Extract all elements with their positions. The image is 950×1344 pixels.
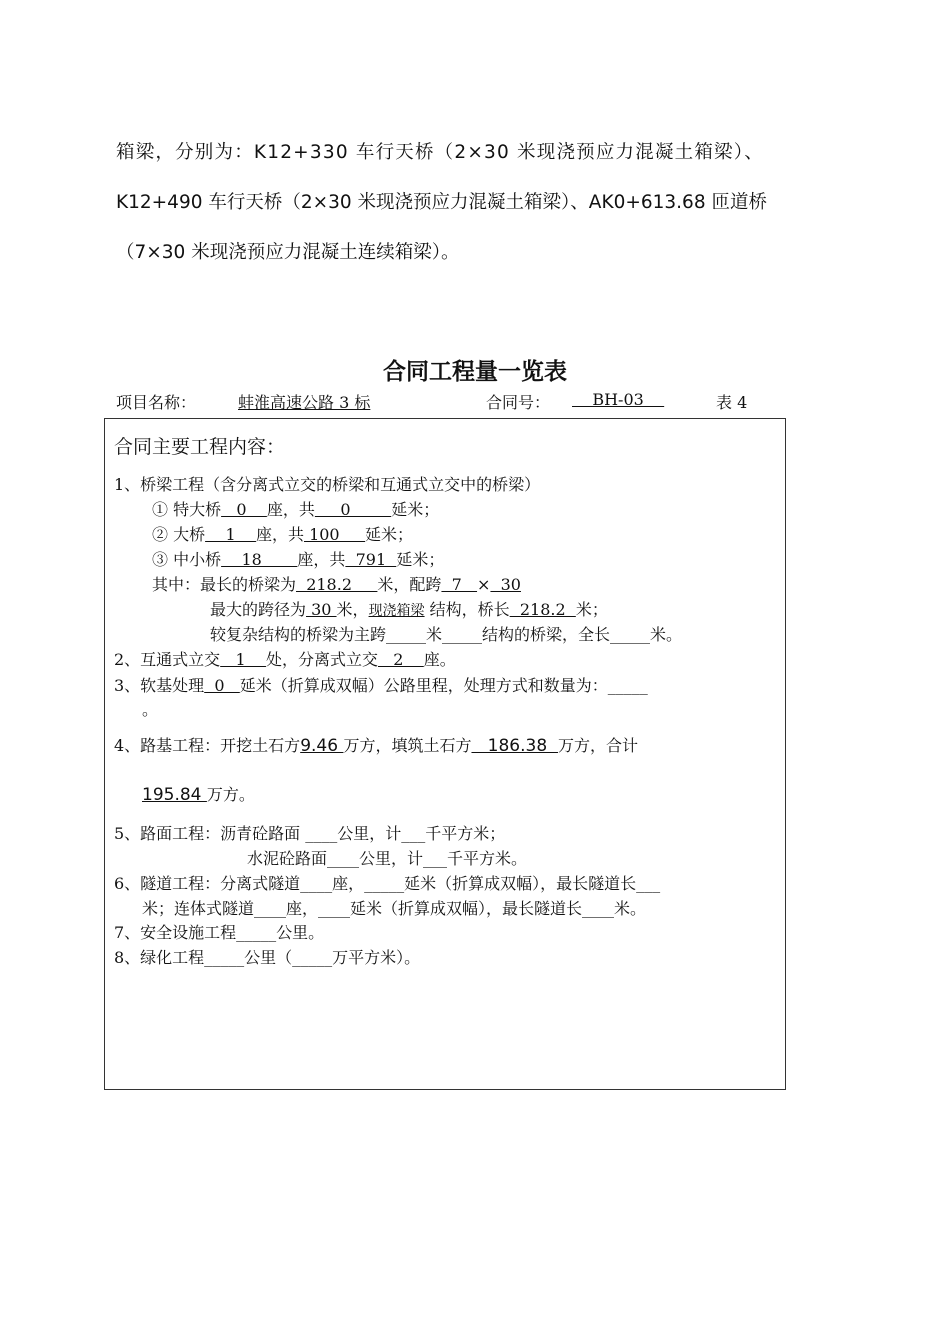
contract-label: 合同号： xyxy=(486,393,551,412)
project-label: 项目名称： xyxy=(116,393,197,412)
box-heading: 合同主要工程内容： xyxy=(114,436,286,458)
item-bridges: 1、桥梁工程（含分离式立交的桥梁和互通式立交中的桥梁） xyxy=(114,475,541,494)
item-longest-bridge: 其中：最长的桥梁为 218.2 米，配跨 7 × 30 xyxy=(152,575,521,594)
item-subgrade: 4、路基工程：开挖土石方9.46 万方，填筑土石方 186.38 万方，合计 xyxy=(114,736,638,756)
item-subgrade-total: 195.84 万方。 xyxy=(142,785,255,805)
item-pavement-asphalt: 5、路面工程：沥青砼路面 ____公里，计___千平方米； xyxy=(114,824,506,843)
project-name: 蚌淮高速公路 3 标 xyxy=(238,393,371,412)
intro-line-2: K12+490 车行天桥（2×30 米现浇预应力混凝土箱梁）、AK0+613.68 匝道桥 xyxy=(116,192,767,213)
item-tunnel-continued: 米；连体式隧道____座，____延米（折算成双幅），最长隧道长____米。 xyxy=(142,899,647,918)
item-pavement-cement: 水泥砼路面____公里，计___千平方米。 xyxy=(247,849,528,868)
item-super-bridge: ① 特大桥 0 座，共 0 延米； xyxy=(152,500,440,519)
contract-number: BH-03 xyxy=(572,390,665,409)
intro-line-3: （7×30 米现浇预应力混凝土连续箱梁）。 xyxy=(116,242,460,263)
table-number: 表 4 xyxy=(716,393,748,412)
item-interchange: 2、互通式立交 1 处，分离式立交 2 座。 xyxy=(114,650,456,669)
document-title: 合同工程量一览表 xyxy=(383,359,567,385)
item-max-span: 最大的跨径为 30 米，现浇箱梁 结构，桥长 218.2 米； xyxy=(210,600,608,619)
item-greening: 8、绿化工程_____公里（_____万平方米）。 xyxy=(114,948,421,967)
intro-line-1: 箱梁，分别为：K12+330 车行天桥（2×30 米现浇预应力混凝土箱梁）、 xyxy=(116,142,764,163)
item-complex-bridge: 较复杂结构的桥梁为主跨_____米_____结构的桥梁，全长_____米。 xyxy=(210,625,683,644)
item-soft-foundation-end: 。 xyxy=(142,700,159,719)
item-safety: 7、安全设施工程_____公里。 xyxy=(114,923,325,942)
item-tunnel: 6、隧道工程：分离式隧道____座，_____延米（折算成双幅），最长隧道长___ xyxy=(114,874,661,893)
item-soft-foundation: 3、软基处理 0 延米（折算成双幅）公路里程，处理方式和数量为：_____ xyxy=(114,676,648,695)
item-large-bridge: ② 大桥 1 座，共 100 延米； xyxy=(152,525,414,544)
item-small-bridge: ③ 中小桥 18 座，共 791 延米； xyxy=(152,550,445,569)
